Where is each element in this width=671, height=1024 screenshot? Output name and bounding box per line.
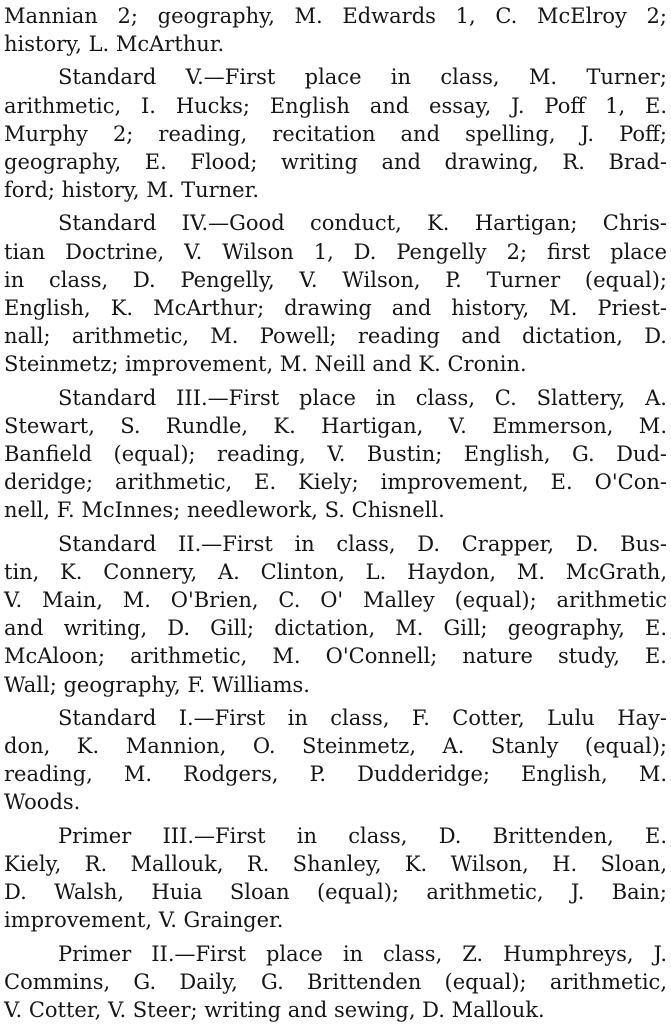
- text-line: Primer III.—First in class, D. Brittenden, E.: [4, 822, 667, 850]
- text-line: Steinmetz; improvement, M. Neill and K. Cronin.: [4, 350, 667, 378]
- text-line: V. Cotter, V. Steer; writing and sewing, D. Mallouk.: [4, 996, 667, 1024]
- paragraph-standard-ii: [4, 530, 667, 699]
- paragraph-primer-iii: [4, 822, 667, 935]
- paragraph-standard-v: [4, 63, 667, 204]
- paragraph-standard-iv: [4, 209, 667, 378]
- paragraph-primer-ii: [4, 940, 667, 1024]
- text-line: geography, E. Flood; writing and drawing, R. Brad-: [4, 148, 667, 176]
- text-line: Stewart, S. Rundle, K. Hartigan, V. Emmerson, M.: [4, 412, 667, 440]
- text-line: Commins, G. Daily, G. Brittenden (equal); arithmetic,: [4, 968, 667, 996]
- text-line: Murphy 2; reading, recitation and spelling, J. Poff;: [4, 120, 667, 148]
- text-line: arithmetic, I. Hucks; English and essay, J. Poff 1, E.: [4, 92, 667, 120]
- paragraph-continuation: [4, 2, 667, 58]
- text-line: D. Walsh, Huia Sloan (equal); arithmetic, J. Bain;: [4, 878, 667, 906]
- text-line: Wall; geography, F. Williams.: [4, 671, 667, 699]
- text-line: Woods.: [4, 788, 667, 816]
- text-line: nell, F. McInnes; needlework, S. Chisnell.: [4, 496, 667, 524]
- text-line: reading, M. Rodgers, P. Dudderidge; English, M.: [4, 760, 667, 788]
- text-line: Banfield (equal); reading, V. Bustin; English, G. Dud-: [4, 440, 667, 468]
- text-line: Standard V.—First place in class, M. Turner;: [4, 63, 667, 91]
- text-line: Standard I.—First in class, F. Cotter, Lulu Hay-: [4, 704, 667, 732]
- text-line: Standard III.—First place in class, C. Slattery, A.: [4, 384, 667, 412]
- text-line: history, L. McArthur.: [4, 30, 667, 58]
- text-line: Mannian 2; geography, M. Edwards 1, C. McElroy 2;: [4, 2, 667, 30]
- paragraph-standard-iii: [4, 384, 667, 525]
- text-line: Standard IV.—Good conduct, K. Hartigan; Chris-: [4, 209, 667, 237]
- text-line: deridge; arithmetic, E. Kiely; improvement, E. O'Con-: [4, 468, 667, 496]
- text-line: English, K. McArthur; drawing and history, M. Priest-: [4, 294, 667, 322]
- text-line: Primer II.—First place in class, Z. Humphreys, J.: [4, 940, 667, 968]
- text-line: nall; arithmetic, M. Powell; reading and dictation, D.: [4, 322, 667, 350]
- text-line: Standard II.—First in class, D. Crapper, D. Bus-: [4, 530, 667, 558]
- text-line: in class, D. Pengelly, V. Wilson, P. Turner (equal);: [4, 266, 667, 294]
- text-line: McAloon; arithmetic, M. O'Connell; nature study, E.: [4, 642, 667, 670]
- text-line: tian Doctrine, V. Wilson 1, D. Pengelly 2; first place: [4, 238, 667, 266]
- text-line: V. Main, M. O'Brien, C. O' Malley (equal); arithmetic: [4, 586, 667, 614]
- text-line: Kiely, R. Mallouk, R. Shanley, K. Wilson, H. Sloan,: [4, 850, 667, 878]
- text-line: ford; history, M. Turner.: [4, 176, 667, 204]
- text-line: don, K. Mannion, O. Steinmetz, A. Stanly (equal);: [4, 732, 667, 760]
- text-line: tin, K. Connery, A. Clinton, L. Haydon, M. McGrath,: [4, 558, 667, 586]
- paragraph-standard-i: [4, 704, 667, 817]
- text-line: and writing, D. Gill; dictation, M. Gill; geography, E.: [4, 614, 667, 642]
- text-line: improvement, V. Grainger.: [4, 906, 667, 934]
